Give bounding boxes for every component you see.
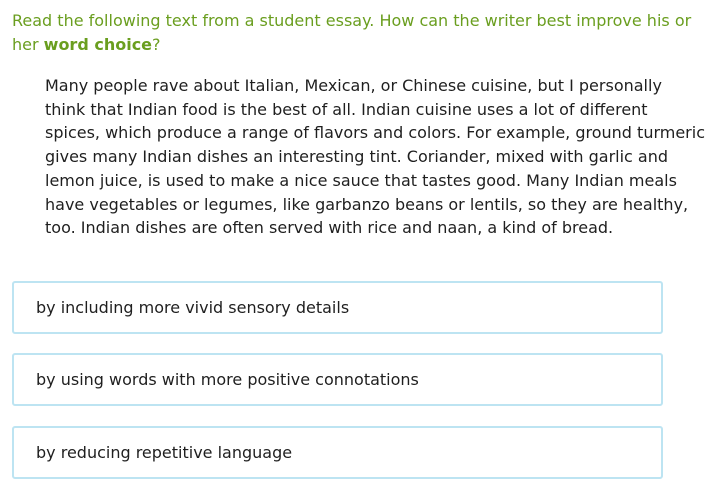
answer-choice-label: by including more vivid sensory details — [36, 298, 350, 317]
question-emphasis: word choice — [43, 35, 153, 54]
question-prompt — [12, 9, 707, 57]
answer-choice-positive-connotations[interactable] — [12, 353, 663, 406]
answer-choice-reduce-repetition[interactable] — [12, 426, 663, 479]
answer-choice-label: by reducing repetitive language — [36, 443, 293, 462]
question-suffix: ? — [152, 35, 161, 54]
answer-choice-label: by using words with more positive connotations — [36, 370, 419, 389]
question-prefix: Read the following text from a student essay. How can the writer best improve his or her — [12, 11, 692, 54]
essay-passage: Many people rave about Italian, Mexican, or Chinese cuisine, but I personally think that Indian food is the best of all. Indian cuisine uses a lot of different spices, which produce a range of flavors and colors. For example, ground turmeric gives many Indian dishes an interesting tint. Coriander, mixed with garlic and lemon juice, is used to make a nice sauce that tastes good. Many Indian meals have vegetables or legumes, like garbanzo beans or lentils, so they are healthy, too. Indian dishes are often served with rice and naan, a kind of bread. — [45, 76, 705, 238]
answer-choice-vivid-sensory-details[interactable] — [12, 281, 663, 334]
